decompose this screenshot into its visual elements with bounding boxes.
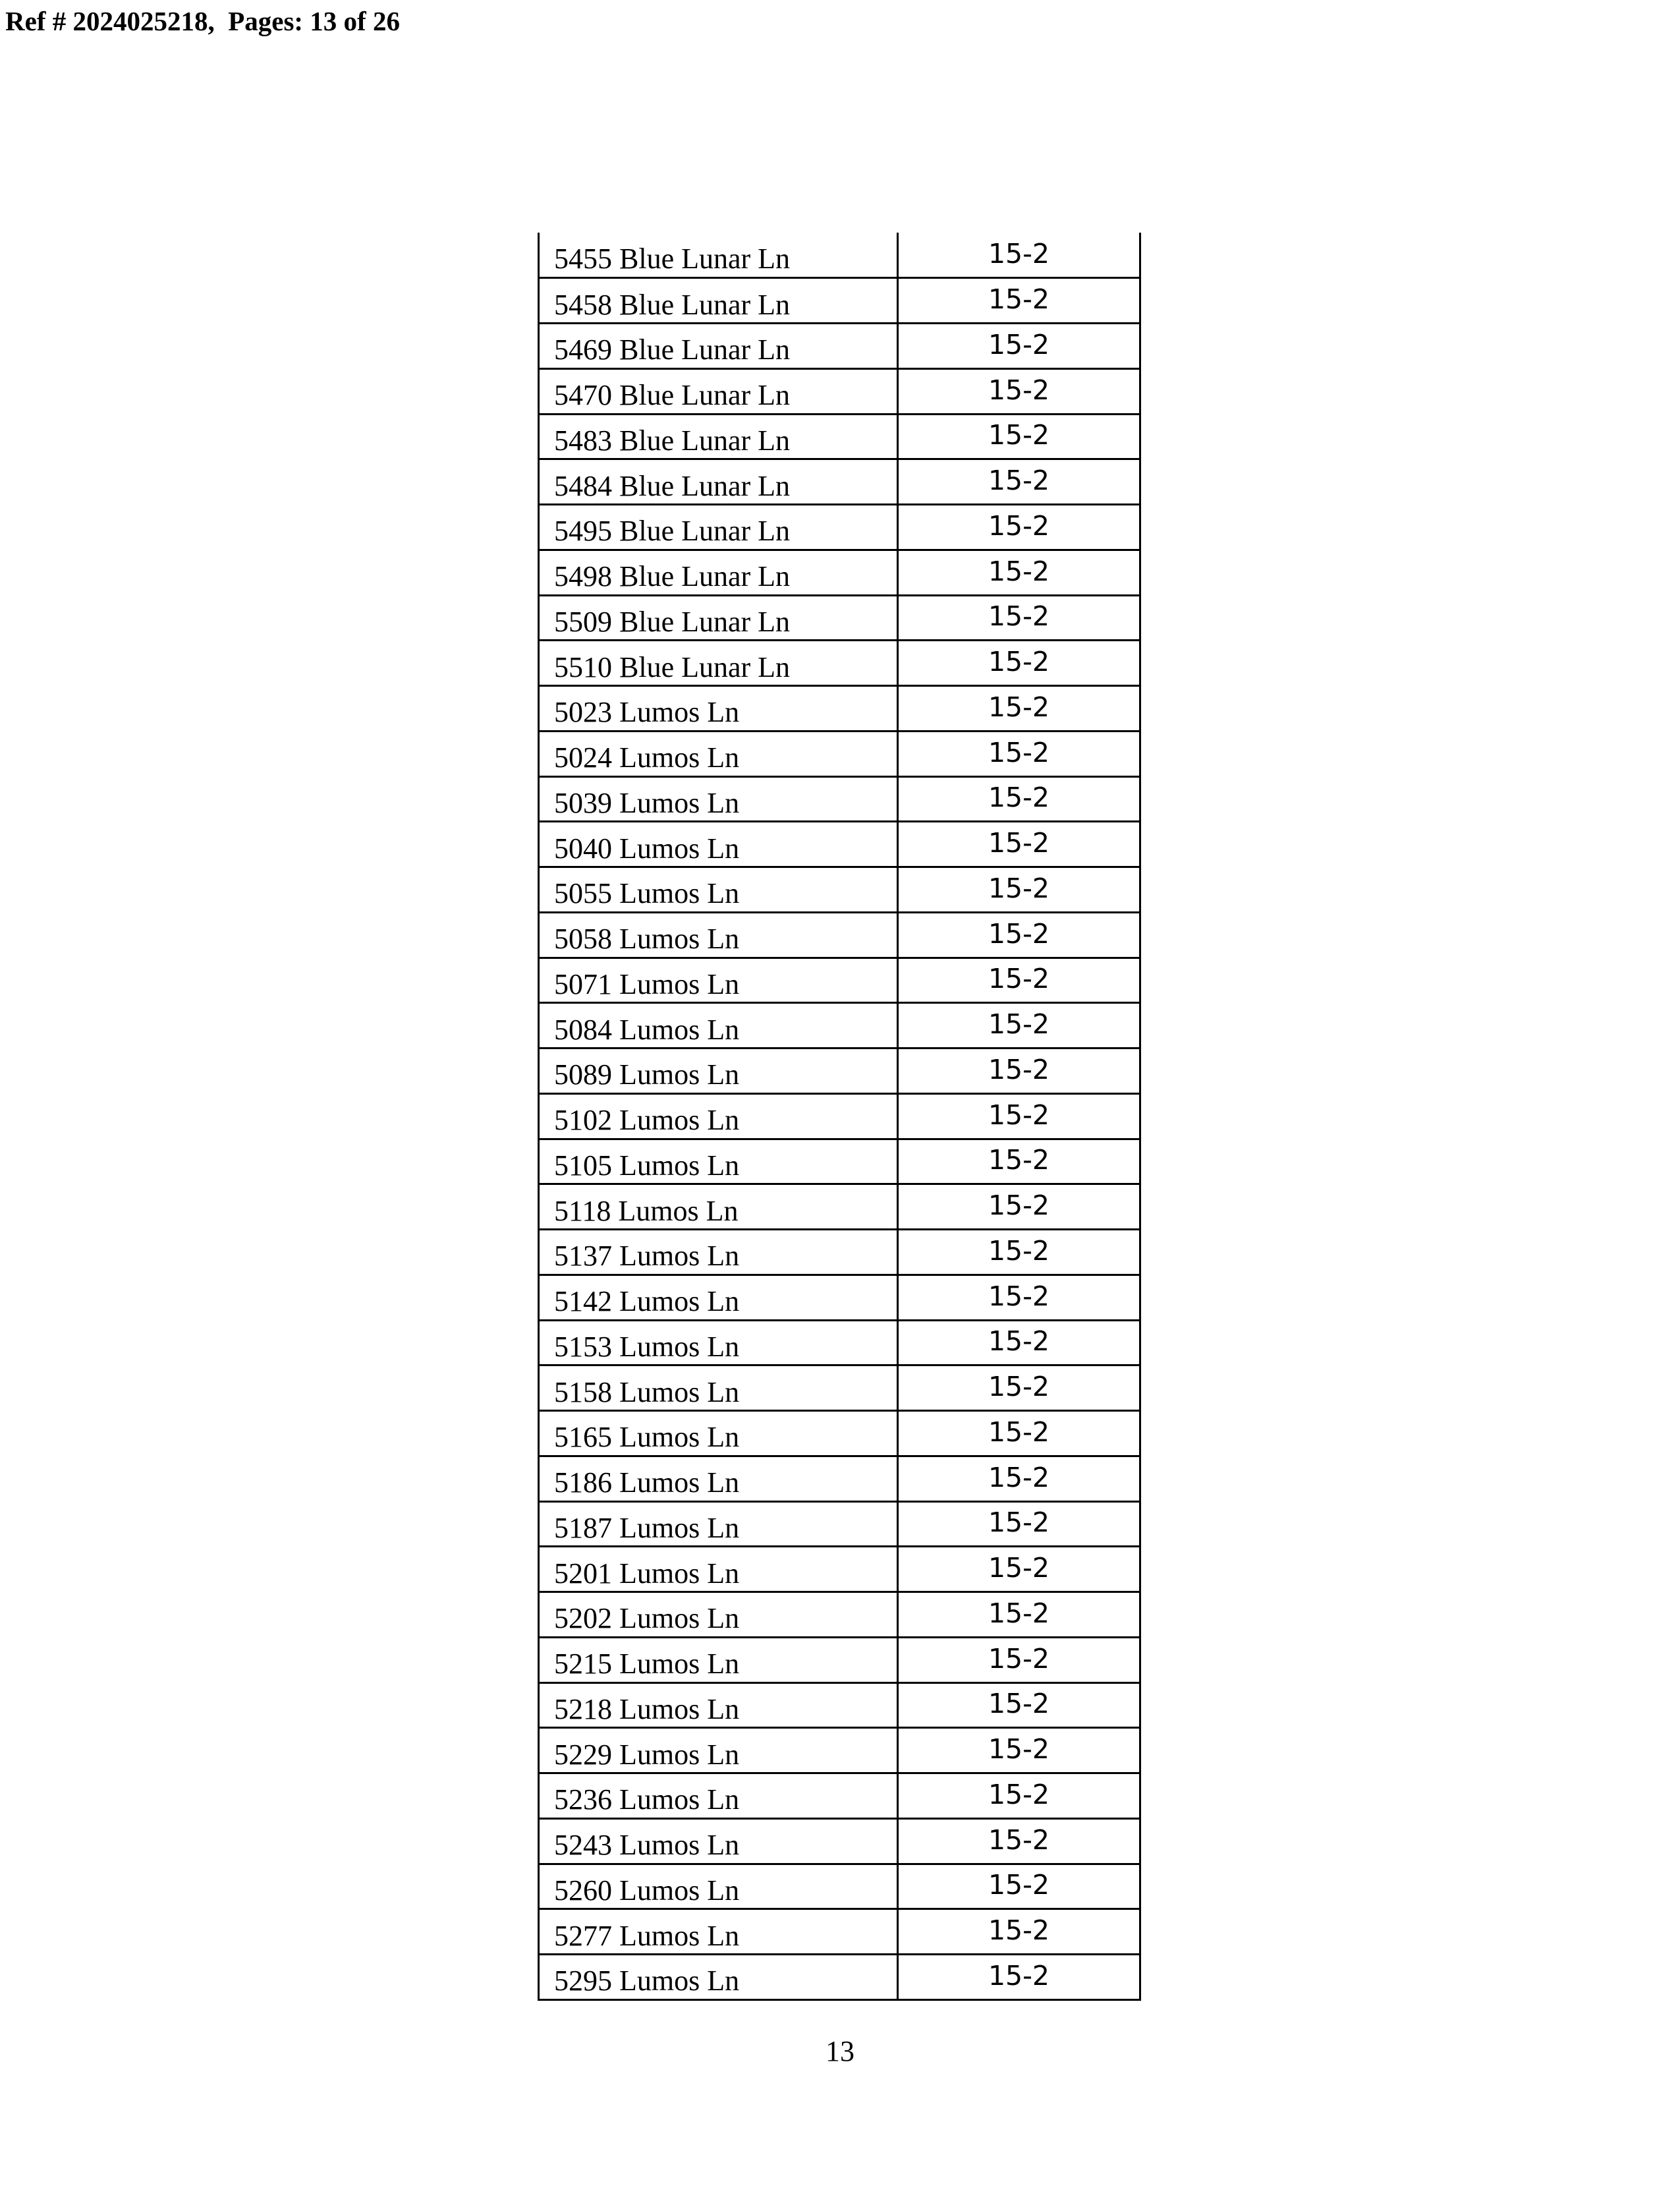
table-row [539, 1864, 1140, 1909]
address-cell: 5186 Lumos Ln [539, 1456, 898, 1501]
table-row [539, 867, 1140, 913]
address-cell: 5243 Lumos Ln [539, 1818, 898, 1864]
address-cell: 5295 Lumos Ln [539, 1955, 898, 2000]
code-cell: 15-2 [898, 1728, 1140, 1773]
address-cell: 5142 Lumos Ln [539, 1275, 898, 1320]
address-cell: 5498 Blue Lunar Ln [539, 550, 898, 595]
table-row [539, 1592, 1140, 1638]
address-cell: 5469 Blue Lunar Ln [539, 324, 898, 369]
address-cell: 5024 Lumos Ln [539, 731, 898, 776]
code-cell: 15-2 [898, 459, 1140, 505]
table-row [539, 641, 1140, 686]
code-cell: 15-2 [898, 1547, 1140, 1592]
code-cell: 15-2 [898, 1275, 1140, 1320]
address-cell: 5215 Lumos Ln [539, 1637, 898, 1682]
code-cell: 15-2 [898, 1184, 1140, 1230]
address-cell: 5089 Lumos Ln [539, 1048, 898, 1094]
code-cell: 15-2 [898, 233, 1140, 278]
table-row [539, 731, 1140, 776]
address-cell: 5236 Lumos Ln [539, 1773, 898, 1819]
table-row [539, 1682, 1140, 1728]
code-cell: 15-2 [898, 550, 1140, 595]
code-cell: 15-2 [898, 912, 1140, 958]
code-cell: 15-2 [898, 278, 1140, 324]
address-cell: 5495 Blue Lunar Ln [539, 505, 898, 550]
table-row [539, 912, 1140, 958]
code-cell: 15-2 [898, 1864, 1140, 1909]
code-cell: 15-2 [898, 686, 1140, 732]
address-cell: 5055 Lumos Ln [539, 867, 898, 913]
address-cell: 5202 Lumos Ln [539, 1592, 898, 1638]
code-cell: 15-2 [898, 1955, 1140, 2000]
table-row [539, 368, 1140, 414]
code-cell: 15-2 [898, 505, 1140, 550]
address-cell: 5277 Lumos Ln [539, 1909, 898, 1955]
table-row [539, 1139, 1140, 1184]
code-cell: 15-2 [898, 414, 1140, 459]
address-cell: 5118 Lumos Ln [539, 1184, 898, 1230]
code-cell: 15-2 [898, 1682, 1140, 1728]
table-row [539, 686, 1140, 732]
code-cell: 15-2 [898, 731, 1140, 776]
address-cell: 5470 Blue Lunar Ln [539, 368, 898, 414]
code-cell: 15-2 [898, 822, 1140, 867]
address-cell: 5510 Blue Lunar Ln [539, 641, 898, 686]
table-row [539, 1411, 1140, 1456]
table-row [539, 1320, 1140, 1365]
address-cell: 5102 Lumos Ln [539, 1093, 898, 1139]
code-cell: 15-2 [898, 1909, 1140, 1955]
table-row [539, 1275, 1140, 1320]
table-row [539, 459, 1140, 505]
reference-header: Ref # 2024025218, Pages: 13 of 26 [5, 6, 400, 36]
table-row [539, 595, 1140, 641]
code-cell: 15-2 [898, 1048, 1140, 1094]
address-cell: 5455 Blue Lunar Ln [539, 233, 898, 278]
table-row [539, 1093, 1140, 1139]
table-row [539, 278, 1140, 324]
table-row [539, 324, 1140, 369]
address-cell: 5039 Lumos Ln [539, 776, 898, 822]
address-cell: 5105 Lumos Ln [539, 1139, 898, 1184]
address-cell: 5229 Lumos Ln [539, 1728, 898, 1773]
address-cell: 5071 Lumos Ln [539, 958, 898, 1003]
address-cell: 5040 Lumos Ln [539, 822, 898, 867]
address-table [538, 233, 1141, 2001]
table-row [539, 1773, 1140, 1819]
page-number: 13 [826, 2035, 854, 2067]
address-cell: 5058 Lumos Ln [539, 912, 898, 958]
table-row [539, 1456, 1140, 1501]
code-cell: 15-2 [898, 1230, 1140, 1275]
table-row [539, 1728, 1140, 1773]
code-cell: 15-2 [898, 1456, 1140, 1501]
address-cell: 5137 Lumos Ln [539, 1230, 898, 1275]
code-cell: 15-2 [898, 776, 1140, 822]
address-cell: 5084 Lumos Ln [539, 1003, 898, 1048]
table-row [539, 233, 1140, 278]
code-cell: 15-2 [898, 1139, 1140, 1184]
table-row [539, 1184, 1140, 1230]
address-cell: 5158 Lumos Ln [539, 1365, 898, 1411]
address-table-body [539, 233, 1140, 1999]
table-row [539, 1501, 1140, 1547]
table-row [539, 822, 1140, 867]
address-cell: 5023 Lumos Ln [539, 686, 898, 732]
address-cell: 5153 Lumos Ln [539, 1320, 898, 1365]
table-row [539, 1637, 1140, 1682]
code-cell: 15-2 [898, 324, 1140, 369]
code-cell: 15-2 [898, 1501, 1140, 1547]
code-cell: 15-2 [898, 368, 1140, 414]
table-row [539, 1818, 1140, 1864]
table-row [539, 414, 1140, 459]
address-cell: 5187 Lumos Ln [539, 1501, 898, 1547]
address-cell: 5201 Lumos Ln [539, 1547, 898, 1592]
table-row [539, 1003, 1140, 1048]
code-cell: 15-2 [898, 867, 1140, 913]
table-row [539, 1547, 1140, 1592]
code-cell: 15-2 [898, 1411, 1140, 1456]
code-cell: 15-2 [898, 1365, 1140, 1411]
code-cell: 15-2 [898, 1592, 1140, 1638]
table-row [539, 1230, 1140, 1275]
code-cell: 15-2 [898, 1818, 1140, 1864]
table-row [539, 776, 1140, 822]
code-cell: 15-2 [898, 1320, 1140, 1365]
code-cell: 15-2 [898, 1637, 1140, 1682]
address-cell: 5484 Blue Lunar Ln [539, 459, 898, 505]
code-cell: 15-2 [898, 641, 1140, 686]
address-cell: 5483 Blue Lunar Ln [539, 414, 898, 459]
table-row [539, 958, 1140, 1003]
address-cell: 5218 Lumos Ln [539, 1682, 898, 1728]
address-cell: 5165 Lumos Ln [539, 1411, 898, 1456]
code-cell: 15-2 [898, 595, 1140, 641]
code-cell: 15-2 [898, 958, 1140, 1003]
table-row [539, 550, 1140, 595]
address-cell: 5458 Blue Lunar Ln [539, 278, 898, 324]
table-row [539, 1909, 1140, 1955]
code-cell: 15-2 [898, 1003, 1140, 1048]
address-cell: 5260 Lumos Ln [539, 1864, 898, 1909]
address-cell: 5509 Blue Lunar Ln [539, 595, 898, 641]
table-row [539, 1365, 1140, 1411]
code-cell: 15-2 [898, 1093, 1140, 1139]
table-row [539, 1955, 1140, 2000]
table-row [539, 1048, 1140, 1094]
table-row [539, 505, 1140, 550]
code-cell: 15-2 [898, 1773, 1140, 1819]
